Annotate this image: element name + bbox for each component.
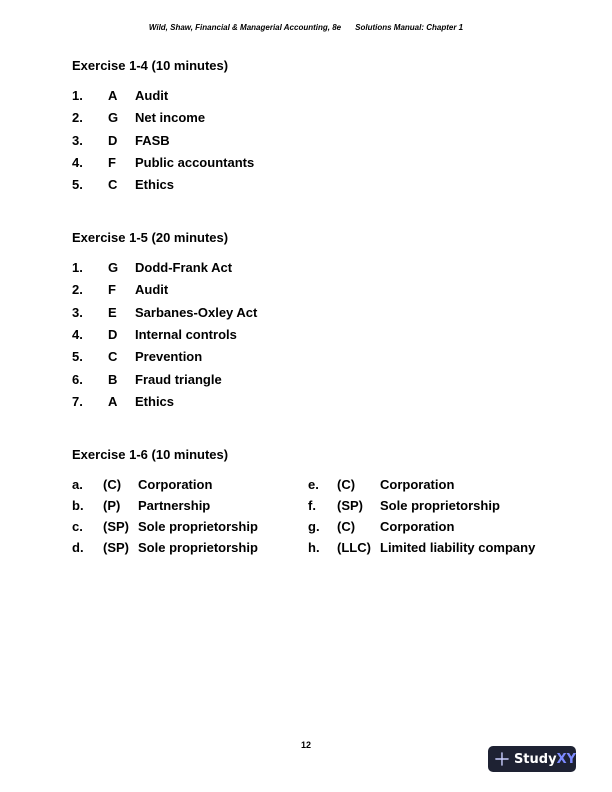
- item-letter: D: [108, 327, 118, 342]
- item-letter: C: [108, 177, 118, 192]
- item-term: Fraud triangle: [135, 372, 222, 387]
- studyxy-logo-text: StudyXY: [513, 751, 576, 767]
- item-label: g.: [308, 519, 320, 534]
- item-letter: G: [108, 260, 119, 275]
- entity-type: Limited liability company: [380, 540, 536, 555]
- entity-code: (LLC): [337, 540, 371, 555]
- item-label: f.: [308, 498, 316, 513]
- page-number: 12: [300, 740, 311, 750]
- entity-type: Sole proprietorship: [138, 540, 258, 555]
- item-label: a.: [72, 477, 83, 492]
- item-number: 5.: [72, 349, 83, 364]
- item-term: Prevention: [135, 349, 203, 364]
- item-label: h.: [308, 540, 320, 555]
- header-book-title: Wild, Shaw, Financial & Managerial Accounting, 8e: [148, 23, 342, 32]
- exercise-1-5-title: Exercise 1-5 (20 minutes): [72, 230, 229, 245]
- item-label: e.: [308, 477, 319, 492]
- entity-code: (SP): [103, 540, 129, 555]
- entity-type: Corporation: [380, 477, 455, 492]
- item-term: Net income: [135, 110, 206, 125]
- item-number: 2.: [72, 282, 83, 297]
- item-label: b.: [72, 498, 84, 513]
- item-letter: B: [108, 372, 118, 387]
- item-letter: F: [108, 282, 116, 297]
- entity-type: Partnership: [138, 498, 211, 513]
- entity-type: Sole proprietorship: [380, 498, 500, 513]
- exercise-1-4-title: Exercise 1-4 (10 minutes): [72, 58, 229, 73]
- exercise-1-6-title: Exercise 1-6 (10 minutes): [72, 447, 229, 462]
- entity-code: (P): [103, 498, 121, 513]
- item-label: d.: [72, 540, 84, 555]
- entity-type: Sole proprietorship: [138, 519, 258, 534]
- item-term: Public accountants: [135, 155, 255, 170]
- item-number: 1.: [72, 88, 83, 103]
- item-letter: A: [108, 394, 118, 409]
- item-label: c.: [72, 519, 83, 534]
- item-number: 1.: [72, 260, 83, 275]
- studyxy-badge[interactable]: [488, 746, 576, 772]
- item-term: Audit: [135, 88, 169, 103]
- item-term: Internal controls: [135, 327, 237, 342]
- item-number: 6.: [72, 372, 83, 387]
- entity-type: Corporation: [380, 519, 455, 534]
- entity-type: Corporation: [138, 477, 213, 492]
- item-term: Sarbanes-Oxley Act: [135, 305, 258, 320]
- item-number: 4.: [72, 327, 83, 342]
- item-term: Ethics: [135, 177, 175, 192]
- item-term: FASB: [135, 133, 170, 148]
- item-number: 2.: [72, 110, 83, 125]
- item-term: Dodd-Frank Act: [135, 260, 233, 275]
- item-number: 5.: [72, 177, 83, 192]
- item-term: Ethics: [135, 394, 175, 409]
- entity-code: (C): [337, 477, 356, 492]
- item-letter: G: [108, 110, 119, 125]
- item-letter: D: [108, 133, 118, 148]
- item-number: 3.: [72, 305, 83, 320]
- entity-code: (SP): [103, 519, 129, 534]
- item-number: 3.: [72, 133, 83, 148]
- item-letter: C: [108, 349, 118, 364]
- entity-code: (SP): [337, 498, 363, 513]
- header-chapter: Solutions Manual: Chapter 1: [355, 23, 464, 32]
- item-letter: F: [108, 155, 116, 170]
- item-number: 4.: [72, 155, 83, 170]
- sparkle-plus-icon: [495, 751, 509, 767]
- page-header: [0, 23, 612, 32]
- entity-code: (C): [337, 519, 356, 534]
- item-letter: E: [108, 305, 117, 320]
- item-number: 7.: [72, 394, 83, 409]
- entity-code: (C): [103, 477, 122, 492]
- item-letter: A: [108, 88, 118, 103]
- item-term: Audit: [135, 282, 169, 297]
